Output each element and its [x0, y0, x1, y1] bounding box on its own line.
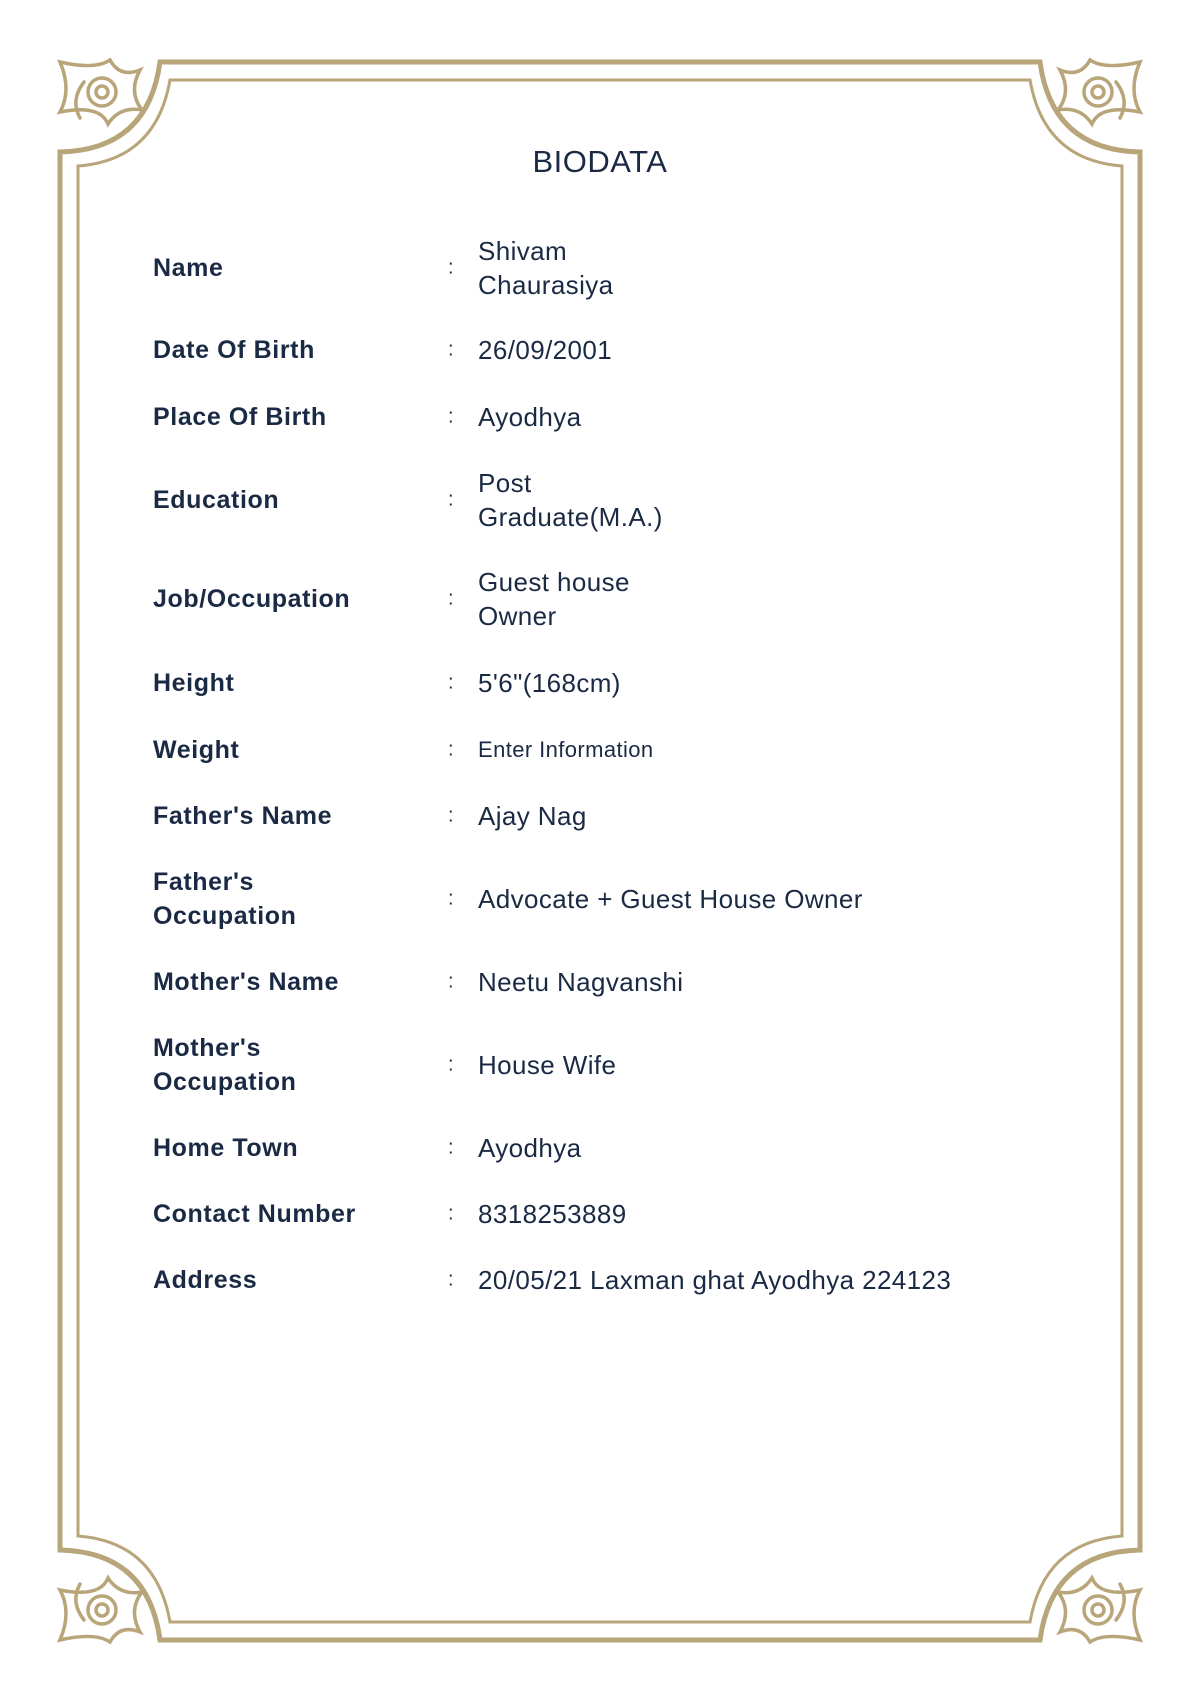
field-label: Father's Name	[153, 802, 333, 830]
field-separator: :	[448, 1268, 454, 1291]
field-separator: :	[448, 804, 454, 827]
corner-ornament-top-left	[60, 60, 142, 124]
field-label: Mother's Occupation	[153, 1034, 297, 1096]
field-separator: :	[448, 887, 454, 910]
corner-ornament-bottom-left	[60, 1578, 142, 1642]
field-value: House Wife	[478, 1050, 617, 1080]
field-value: Ayodhya	[478, 402, 582, 432]
field-value: Shivam Chaurasiya	[478, 236, 614, 300]
field-value: 5'6"(168cm)	[478, 668, 621, 698]
field-label: Education	[153, 486, 280, 514]
field-separator: :	[448, 1202, 454, 1225]
field-label: Contact Number	[153, 1200, 356, 1228]
field-value: Post Graduate(M.A.)	[478, 468, 663, 532]
field-label: Address	[153, 1266, 258, 1294]
field-value: Enter Information	[478, 737, 654, 762]
field-separator: :	[448, 738, 454, 761]
field-label: Job/Occupation	[153, 585, 351, 613]
field-value: 26/09/2001	[478, 335, 613, 365]
field-value: Guest house Owner	[478, 567, 630, 631]
field-label: Home Town	[153, 1134, 299, 1162]
field-label: Name	[153, 254, 224, 282]
field-separator: :	[448, 970, 454, 993]
field-label: Mother's Name	[153, 968, 340, 996]
field-value: Ayodhya	[478, 1133, 582, 1163]
corner-ornament-top-right	[1058, 60, 1140, 124]
field-separator: :	[448, 256, 454, 279]
page-title: BIODATA	[532, 144, 668, 179]
field-value: 8318253889	[478, 1199, 627, 1229]
field-value: Advocate + Guest House Owner	[478, 884, 863, 914]
field-separator: :	[448, 405, 454, 428]
field-separator: :	[448, 587, 454, 610]
field-separator: :	[448, 1136, 454, 1159]
field-separator: :	[448, 671, 454, 694]
corner-ornament-bottom-right	[1058, 1578, 1140, 1642]
field-separator: :	[448, 1053, 454, 1076]
field-label: Height	[153, 669, 235, 697]
field-value: 20/05/21 Laxman ghat Ayodhya 224123	[478, 1265, 952, 1295]
field-value: Neetu Nagvanshi	[478, 967, 684, 997]
field-separator: :	[448, 488, 454, 511]
field-label: Weight	[153, 736, 240, 764]
field-label: Place Of Birth	[153, 403, 327, 431]
field-label: Father's Occupation	[153, 868, 297, 930]
field-value: Ajay Nag	[478, 801, 587, 831]
field-label: Date Of Birth	[153, 336, 315, 364]
field-separator: :	[448, 338, 454, 361]
